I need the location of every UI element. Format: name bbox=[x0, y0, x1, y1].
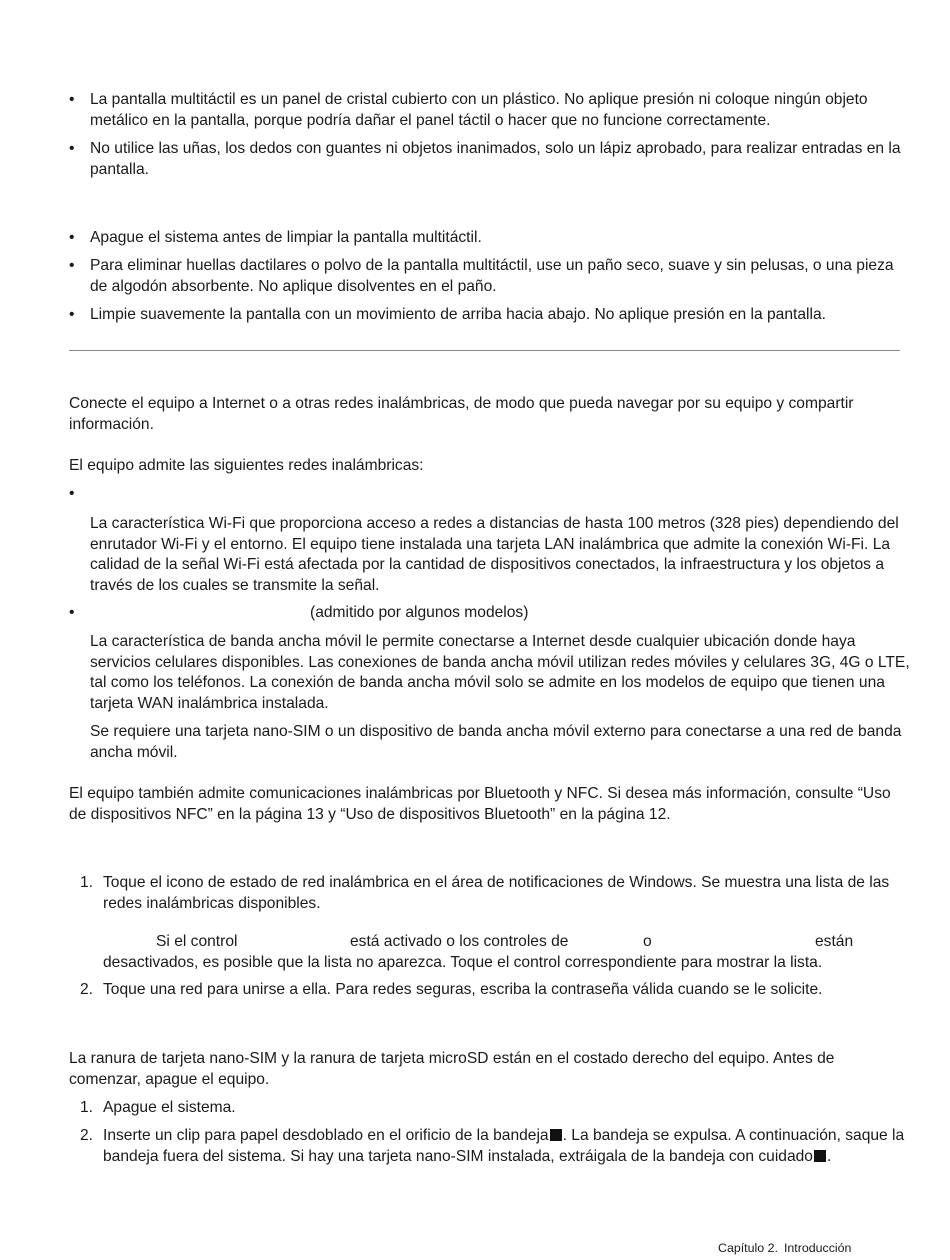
note-fragment: están bbox=[815, 933, 854, 950]
step-text bbox=[103, 1126, 910, 1167]
sim-intro: La ranura de tarjeta nano-SIM y la ranura de tarjeta microSD están en el costado derecho del equipo. Antes de comenzar, apague el equipo. bbox=[69, 1050, 835, 1088]
bullet-icon: • bbox=[69, 91, 75, 108]
bluetooth-nfc-paragraph: El equipo también admite comunicaciones inalámbricas por Bluetooth y NFC. Si desea más información, consulte “Uso de dispositivos NFC” en la página 13 y “Uso de dispositivos Bluetooth” en la página 12. bbox=[69, 785, 891, 823]
networks-intro: Conecte el equipo a Internet o a otras redes inalámbricas, de modo que pueda navegar por su equipo y compartir información. bbox=[69, 395, 854, 433]
list-item-text: Para eliminar huellas dactilares o polvo de la pantalla multitáctil, use un paño seco, suave y sin pelusas, o una pieza de algodón absorbente. No aplique disolventes en el paño. bbox=[90, 257, 894, 295]
footer-chapter: Capítulo 2. bbox=[718, 1241, 778, 1255]
note-fragment: está activado o los controles de bbox=[350, 933, 569, 950]
step-text: Toque el icono de estado de red inalámbrica en el área de notificaciones de Windows. Se muestra una lista de las redes inalámbricas disponibles. bbox=[103, 874, 890, 912]
list-item-text: No utilice las uñas, los dedos con guantes ni objetos inanimados, solo un lápiz aprobado, para realizar entradas en la pantalla. bbox=[90, 140, 901, 178]
list-item-text: La pantalla multitáctil es un panel de cristal cubierto con un plástico. No aplique presión ni coloque ningún objeto metálico en la pantalla, porque podría dañar el panel táctil o hacer que no funcione correctamente. bbox=[90, 91, 868, 129]
page-footer bbox=[718, 1241, 851, 1255]
bullet-icon: • bbox=[69, 485, 75, 502]
networks-supported-intro: El equipo admite las siguientes redes inalámbricas: bbox=[69, 457, 424, 474]
bullet-icon: • bbox=[69, 306, 75, 323]
note-line: desactivados, es posible que la lista no aparezca. Toque el control correspondiente para mostrar la lista. bbox=[103, 954, 823, 971]
note-fragment: o bbox=[643, 933, 652, 950]
step-text-part: . bbox=[826, 1147, 832, 1165]
callout-marker-icon bbox=[550, 1129, 562, 1141]
mobile-support-note: (admitido por algunos modelos) bbox=[310, 604, 529, 621]
mobile-description: La característica de banda ancha móvil le permite conectarse a Internet desde cualquier ubicación donde haya servicios celulares disponibles. Las conexiones de banda ancha móvil utilizan redes móviles y celulares 3G, 4G o LTE, tal como los teléfonos. La conexión de banda ancha móvil solo se admite en los modelos de equipo que tienen una tarjeta WAN inalámbrica instalada. bbox=[90, 633, 910, 712]
step-text-part: Inserte un clip para papel desdoblado en el orificio de la bandeja bbox=[103, 1127, 549, 1144]
footer-title: Introducción bbox=[783, 1241, 852, 1255]
bullet-icon: • bbox=[69, 229, 75, 246]
step-number: 1. bbox=[80, 874, 94, 891]
step-number: 1. bbox=[80, 1099, 94, 1116]
step-number: 2. bbox=[80, 1127, 94, 1144]
wifi-description: La característica Wi-Fi que proporciona acceso a redes a distancias de hasta 100 metros (328 pies) dependiendo del enrutador Wi-Fi y el entorno. El equipo tiene instalada una tarjeta LAN inalámbrica que admite la conexión Wi-Fi. La calidad de la señal Wi-Fi está afectada por la cantidad de dispositivos conectados, la infraestructura y los objetos a través de los cuales se transmite la señal. bbox=[90, 515, 899, 594]
callout-marker-icon bbox=[814, 1150, 826, 1162]
section-divider bbox=[69, 350, 900, 351]
step-number: 2. bbox=[80, 981, 94, 998]
step-text: Apague el sistema. bbox=[103, 1099, 236, 1116]
note-fragment: Si el control bbox=[156, 933, 238, 950]
step-text-part: . La bandeja se expulsa. A continuación, saque la bandeja fuera del sistema. Si hay una tarjeta nano-SIM instalada, extráigala de la bandeja con cuidado bbox=[103, 1127, 905, 1165]
mobile-requirement: Se requiere una tarjeta nano-SIM o un dispositivo de banda ancha móvil externo para conectarse a una red de banda ancha móvil. bbox=[90, 723, 902, 761]
bullet-icon: • bbox=[69, 604, 75, 621]
list-item-text: Apague el sistema antes de limpiar la pantalla multitáctil. bbox=[90, 229, 482, 246]
bullet-icon: • bbox=[69, 257, 75, 274]
step-text: Toque una red para unirse a ella. Para redes seguras, escriba la contraseña válida cuando se le solicite. bbox=[103, 981, 823, 998]
bullet-icon: • bbox=[69, 140, 75, 157]
list-item-text: Limpie suavemente la pantalla con un movimiento de arriba hacia abajo. No aplique presión en la pantalla. bbox=[90, 306, 826, 323]
